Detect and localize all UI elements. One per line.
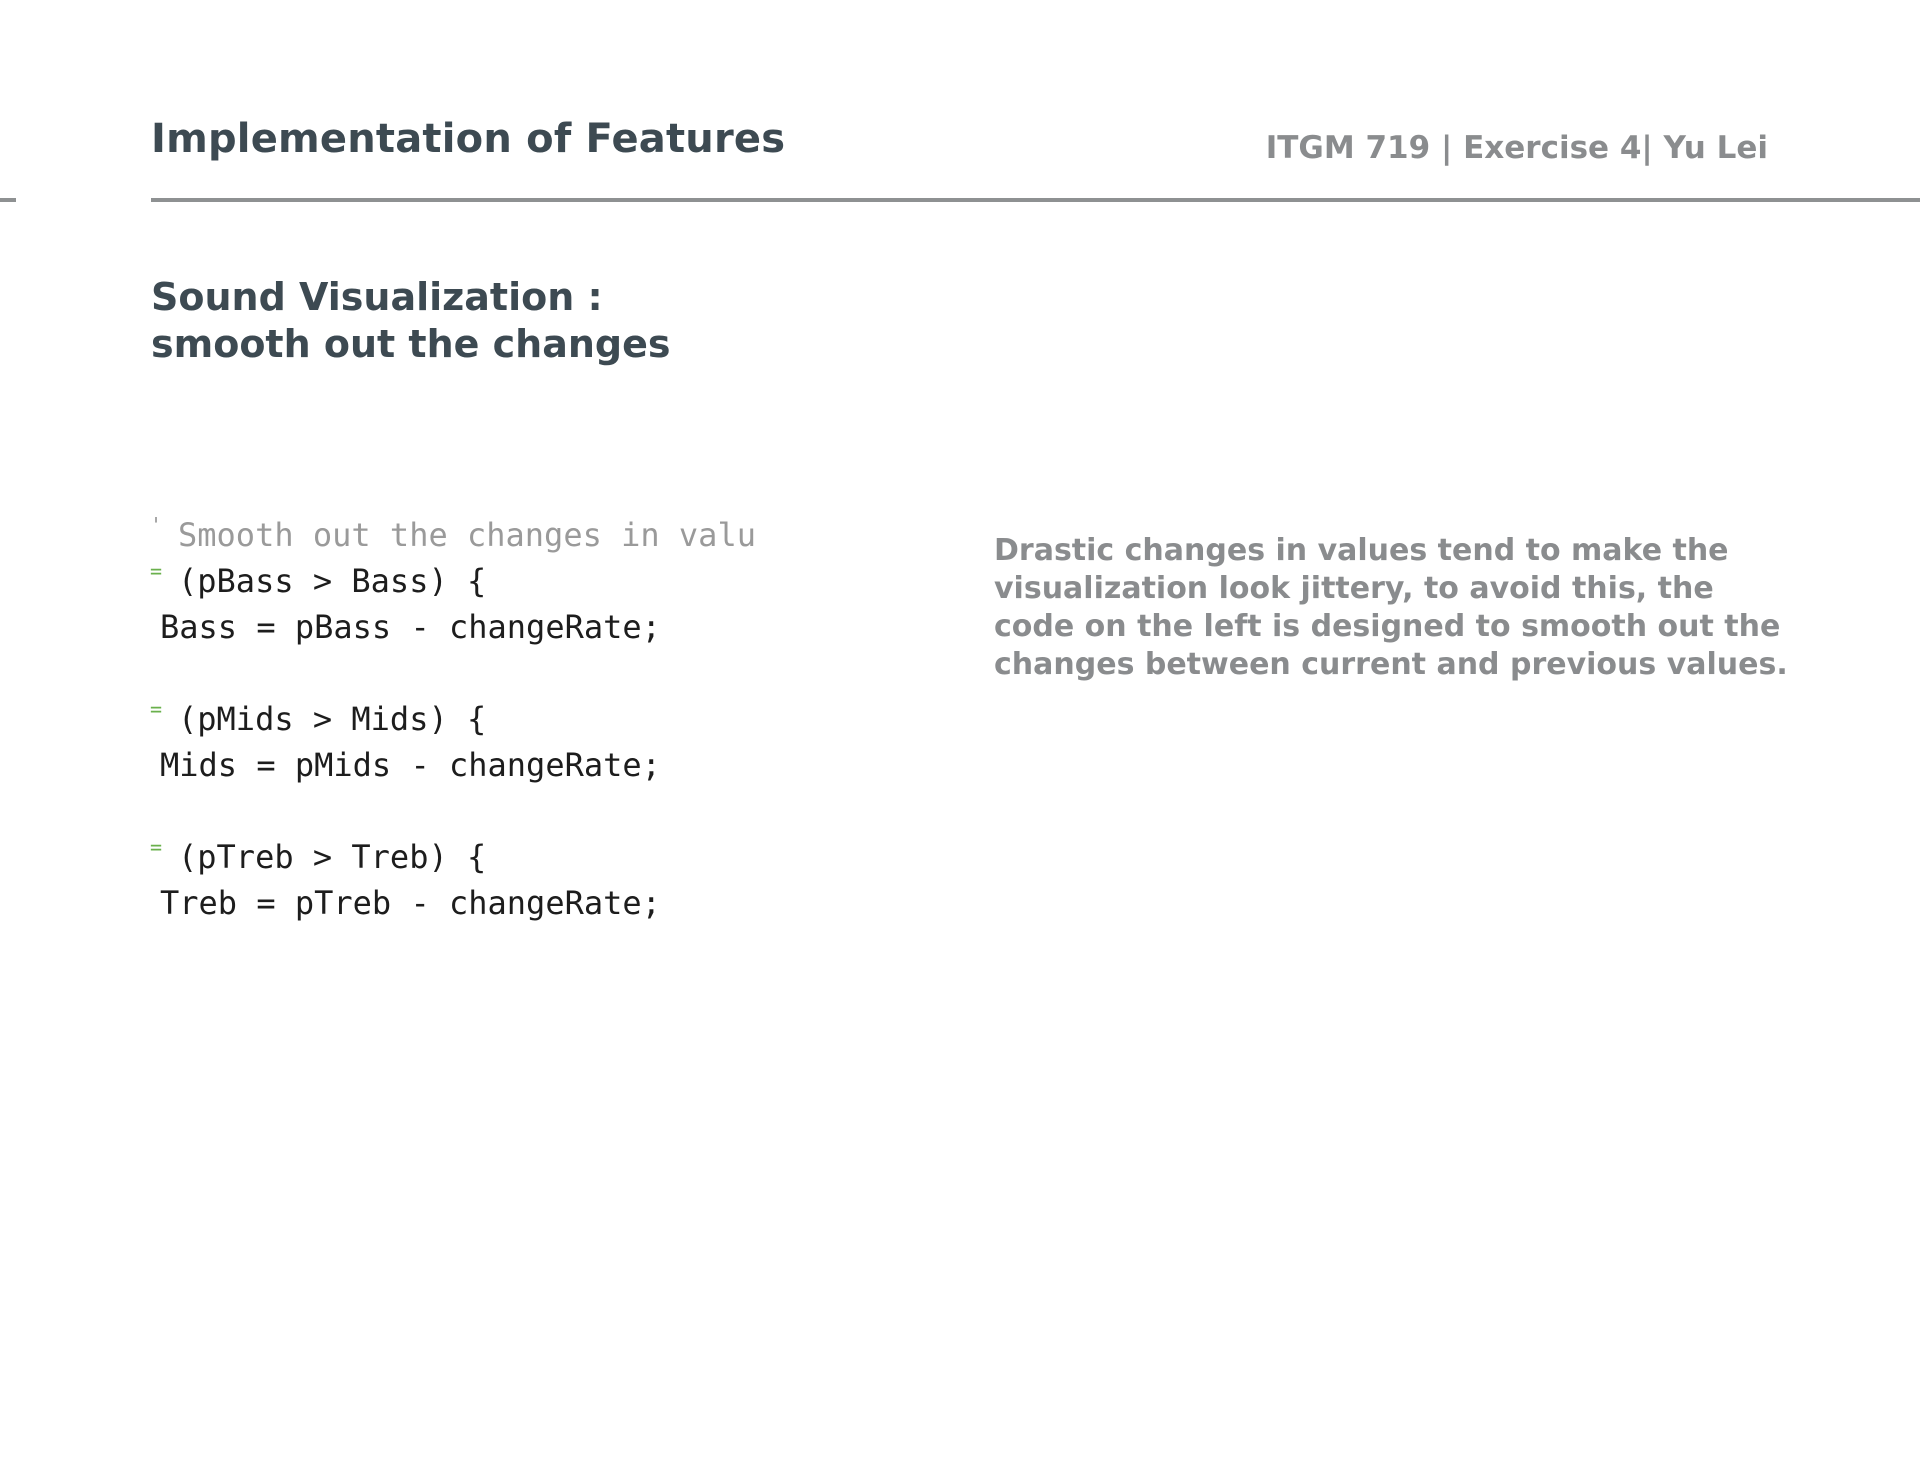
cropped-glyph: = <box>150 559 163 583</box>
description-line-1: Drastic changes in values tend to make the <box>994 533 1729 568</box>
cropped-glyph: = <box>150 835 163 859</box>
code-line-bass-assign: Bass = pBass - changeRate; <box>160 608 661 646</box>
description-line-2: visualization look jittery, to avoid this, the <box>994 571 1714 606</box>
code-text: (pBass > Bass) { <box>178 562 487 600</box>
code-comment-line <box>150 512 756 558</box>
description-line-4: changes between current and previous values. <box>994 647 1788 682</box>
header-divider <box>151 198 1920 202</box>
description-text <box>994 532 1788 684</box>
section-heading-line-1: Sound Visualization : <box>151 275 603 319</box>
code-text: (pMids > Mids) { <box>178 700 487 738</box>
code-line-bass-condition <box>150 558 486 604</box>
code-screenshot <box>150 512 790 932</box>
description-line-3: code on the left is designed to smooth out the <box>994 609 1781 644</box>
divider-stub <box>0 198 16 202</box>
code-line-treb-assign: Treb = pTreb - changeRate; <box>160 884 661 922</box>
code-comment-text: Smooth out the changes in valu <box>178 516 756 554</box>
code-line-treb-condition <box>150 834 486 880</box>
course-info: ITGM 719 | Exercise 4| Yu Lei <box>1265 130 1768 166</box>
section-heading-line-2: smooth out the changes <box>151 322 671 366</box>
cropped-glyph: = <box>150 697 163 721</box>
code-line-mids-assign: Mids = pMids - changeRate; <box>160 746 661 784</box>
section-heading <box>151 274 671 368</box>
code-line-mids-condition <box>150 696 486 742</box>
slide-title: Implementation of Features <box>151 116 786 162</box>
cropped-glyph: ' <box>150 513 163 537</box>
code-text: (pTreb > Treb) { <box>178 838 487 876</box>
